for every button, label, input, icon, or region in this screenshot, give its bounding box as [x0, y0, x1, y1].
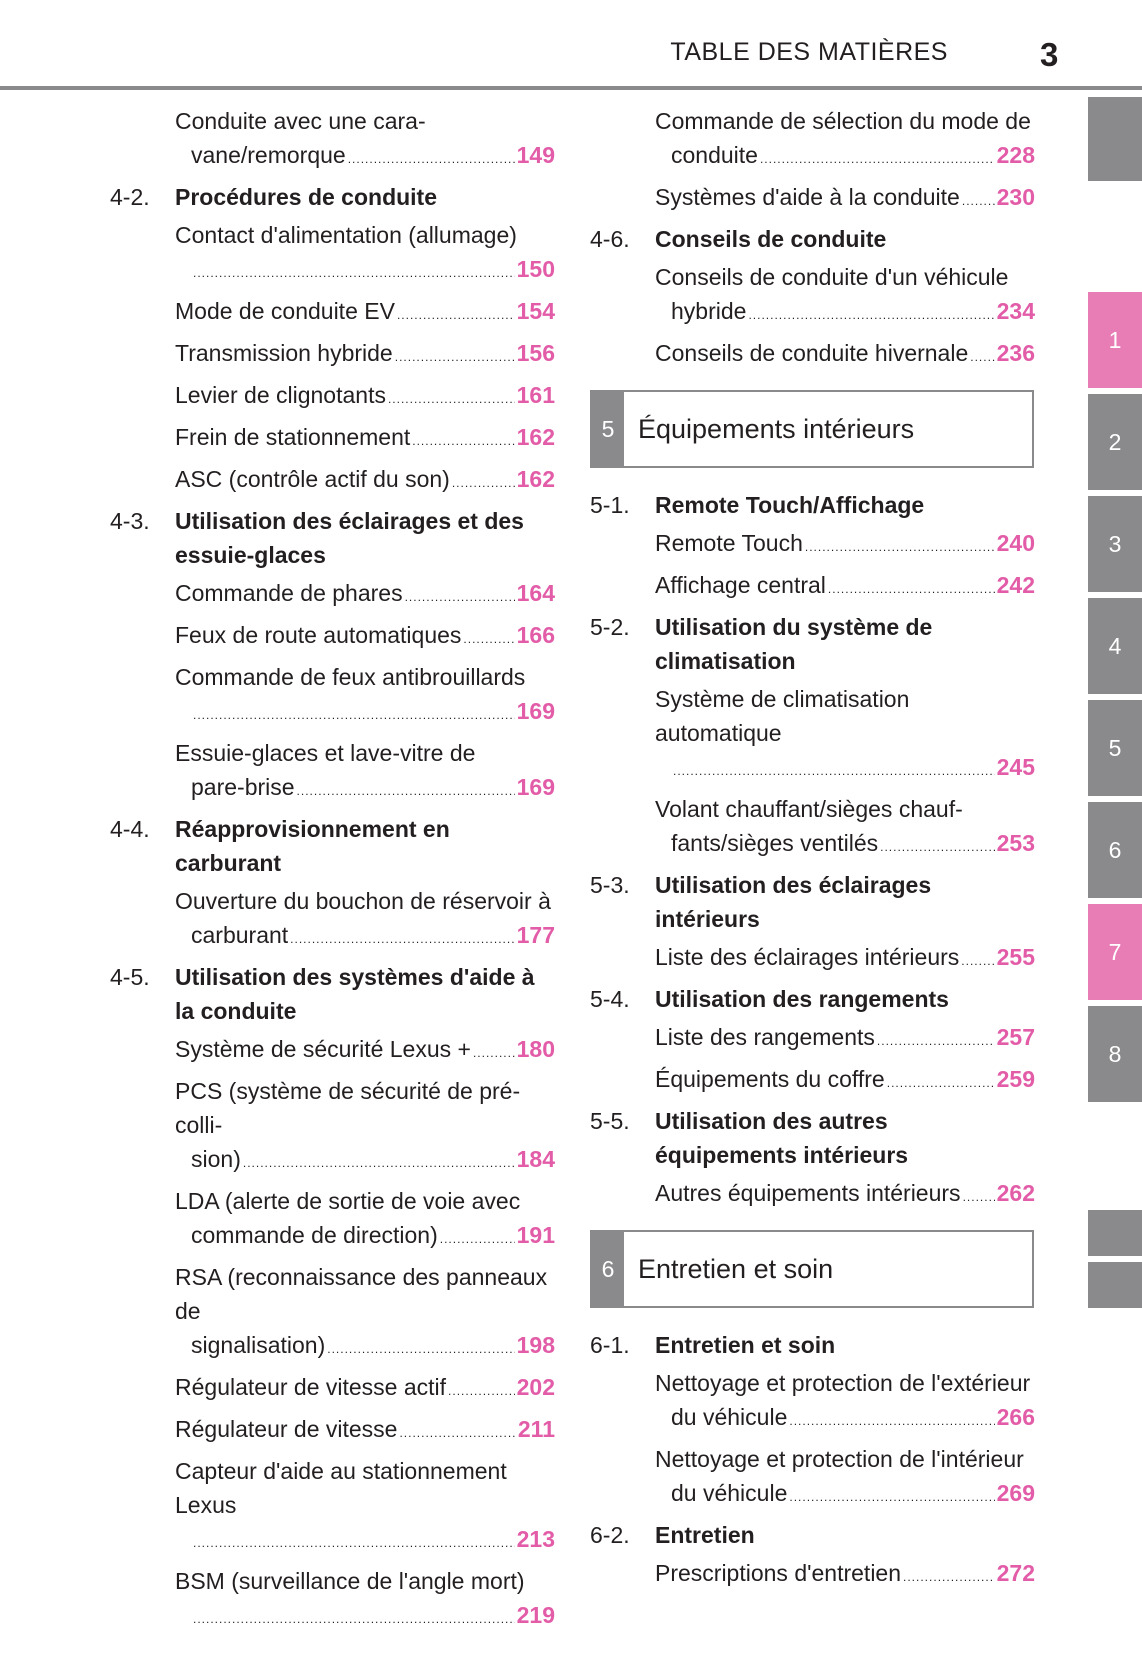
chapter-tab-5[interactable]: 5	[1088, 700, 1142, 796]
chapter-heading	[590, 390, 1034, 468]
toc-section-heading	[590, 610, 1035, 678]
entry-label-line1: Système de climatisation automatique	[655, 686, 910, 746]
entry-row	[655, 568, 1035, 606]
entry-page-number[interactable]: 184	[516, 1146, 555, 1172]
section-title: Utilisation des systèmes d'aide à la conduite	[175, 964, 535, 1024]
entry-page-number[interactable]: 259	[996, 1066, 1035, 1092]
entry-page-number[interactable]: 228	[996, 142, 1035, 168]
entry-page-number[interactable]: 236	[996, 340, 1035, 366]
entry-label: Prescriptions d'entretien	[655, 1560, 902, 1586]
entry-page-number[interactable]: 255	[996, 944, 1035, 970]
dot-leader	[962, 184, 995, 218]
entry-page-number[interactable]: 219	[516, 1602, 555, 1628]
chapter-tab-4[interactable]: 4	[1088, 598, 1142, 694]
chapter-heading	[590, 1230, 1034, 1308]
entry-page-number[interactable]: 245	[996, 754, 1035, 780]
entry-page-number[interactable]: 164	[516, 580, 555, 606]
entry-page-number[interactable]: 177	[516, 922, 555, 948]
dot-leader	[297, 774, 515, 808]
entry-page-number[interactable]: 234	[996, 298, 1035, 324]
entry-row	[175, 1598, 555, 1636]
chapter-number: 6	[592, 1232, 624, 1306]
dot-leader	[193, 1526, 515, 1560]
entry-label: Commande de phares	[175, 580, 403, 606]
dot-leader	[828, 572, 995, 606]
entry-label: pare-brise	[191, 774, 295, 800]
entry-label: fants/sièges ventilés	[671, 830, 879, 856]
toc-entry[interactable]	[655, 682, 1035, 788]
section-number: 4-3.	[110, 508, 150, 534]
toc-section-heading	[590, 222, 1035, 256]
entry-row	[655, 940, 1035, 978]
entry-label: vane/remorque	[191, 142, 346, 168]
entry-label: conduite	[671, 142, 758, 168]
section-title: Utilisation des éclairages et des essuie-glaces	[175, 508, 524, 568]
entry-page-number[interactable]: 166	[516, 622, 555, 648]
entry-row	[655, 336, 1035, 374]
section-title: Conseils de conduite	[655, 226, 887, 252]
section-number: 6-2.	[590, 1522, 630, 1548]
entry-label-line1: LDA (alerte de sortie de voie avec	[175, 1188, 521, 1214]
page-number: 3	[1040, 36, 1059, 73]
section-title: Réapprovisionnement en carburant	[175, 816, 450, 876]
entry-row	[655, 1556, 1035, 1594]
dot-leader	[760, 142, 995, 176]
dot-leader	[673, 754, 995, 788]
entry-row	[175, 576, 555, 614]
section-title: Entretien et soin	[655, 1332, 836, 1358]
dot-leader	[193, 256, 515, 290]
dot-leader	[963, 1180, 995, 1214]
entry-row	[175, 1032, 555, 1070]
entry-label-line1: Volant chauffant/sièges chauf-	[655, 796, 963, 822]
entry-label-line1: PCS (système de sécurité de pré-colli-	[175, 1078, 521, 1138]
entry-label: Conseils de conduite hivernale	[655, 340, 969, 366]
dot-leader	[397, 298, 515, 332]
entry-row	[655, 1476, 1035, 1514]
dot-leader	[412, 424, 514, 458]
section-number: 5-4.	[590, 986, 630, 1012]
entry-page-number[interactable]: 180	[516, 1036, 555, 1062]
entry-label: Affichage central	[655, 572, 826, 598]
dot-leader	[877, 1024, 995, 1058]
toc-entry[interactable]	[655, 260, 1035, 332]
chapter-tab-1[interactable]: 1	[1088, 292, 1142, 388]
entry-page-number[interactable]: 269	[996, 1480, 1035, 1506]
section-number: 6-1.	[590, 1332, 630, 1358]
section-title: Utilisation des autres équipements intérieurs	[655, 1108, 909, 1168]
entry-page-number[interactable]: 162	[516, 466, 555, 492]
entry-page-number[interactable]: 198	[516, 1332, 555, 1358]
entry-label: carburant	[191, 922, 289, 948]
entry-page-number[interactable]: 202	[516, 1374, 555, 1400]
toc-entry[interactable]	[175, 884, 555, 956]
dot-leader	[887, 1066, 995, 1100]
toc-section-heading	[590, 868, 1035, 936]
dot-leader	[348, 142, 515, 176]
toc-entry[interactable]	[655, 568, 1035, 606]
toc-right-column	[590, 100, 1035, 1598]
toc-entry[interactable]	[655, 1020, 1035, 1058]
chapter-tab-2[interactable]: 2	[1088, 394, 1142, 490]
toc-entry[interactable]	[175, 294, 555, 332]
entry-row	[175, 1328, 555, 1366]
toc-entry[interactable]	[655, 1442, 1035, 1514]
entry-page-number[interactable]: 169	[516, 698, 555, 724]
entry-label: Mode de conduite EV	[175, 298, 395, 324]
entry-row	[175, 694, 555, 732]
entry-row	[655, 180, 1035, 218]
entry-label-line1: Essuie-glaces et lave-vitre de	[175, 740, 476, 766]
dot-leader	[463, 622, 514, 656]
entry-page-number[interactable]: 253	[996, 830, 1035, 856]
entry-row	[655, 1020, 1035, 1058]
section-title: Utilisation du système de climatisation	[655, 614, 933, 674]
dot-leader	[243, 1146, 515, 1180]
section-number: 5-5.	[590, 1108, 630, 1134]
entry-label-line1: Nettoyage et protection de l'intérieur	[655, 1446, 1024, 1472]
dot-leader	[193, 1602, 515, 1636]
entry-page-number[interactable]: 213	[516, 1526, 555, 1552]
dot-leader	[473, 1036, 515, 1070]
entry-page-number[interactable]: 211	[517, 1416, 555, 1442]
entry-page-number[interactable]: 242	[996, 572, 1035, 598]
section-number: 4-2.	[110, 184, 150, 210]
entry-label: hybride	[671, 298, 747, 324]
dot-leader	[290, 922, 514, 956]
section-title: Procédures de conduite	[175, 184, 438, 210]
entry-label: Régulateur de vitesse	[175, 1416, 398, 1442]
dot-leader	[440, 1222, 515, 1256]
entry-row	[655, 138, 1035, 176]
section-number: 4-4.	[110, 816, 150, 842]
dot-leader	[961, 944, 994, 978]
dot-leader	[903, 1560, 995, 1594]
toc-entry[interactable]	[175, 1184, 555, 1256]
entry-page-number[interactable]: 240	[996, 530, 1035, 556]
toc-entry[interactable]	[175, 218, 555, 290]
toc-entry[interactable]	[175, 1564, 555, 1636]
toc-entry[interactable]	[655, 104, 1035, 176]
entry-label: Autres équipements intérieurs	[655, 1180, 961, 1206]
toc-entry[interactable]	[175, 1260, 555, 1366]
entry-label: sion)	[191, 1146, 241, 1172]
toc-entry[interactable]	[175, 618, 555, 656]
entry-label: Régulateur de vitesse actif	[175, 1374, 447, 1400]
section-title: Utilisation des rangements	[655, 986, 949, 1012]
entry-label-line1: Capteur d'aide au stationnement Lexus	[175, 1458, 507, 1518]
entry-label: Liste des éclairages intérieurs	[655, 944, 960, 970]
toc-section-heading	[590, 982, 1035, 1016]
dot-leader	[789, 1404, 994, 1438]
dot-leader	[388, 382, 515, 416]
entry-label: ASC (contrôle actif du son)	[175, 466, 450, 492]
toc-entry[interactable]	[655, 336, 1035, 374]
entry-label: Feux de route automatiques	[175, 622, 462, 648]
entry-label-line1: Contact d'alimentation (allumage)	[175, 222, 517, 248]
dot-leader	[789, 1480, 994, 1514]
section-title: Entretien	[655, 1522, 755, 1548]
entry-page-number[interactable]: 161	[516, 382, 555, 408]
entry-label-line1: Commande de sélection du mode de	[655, 108, 1031, 134]
entry-label-line1: Nettoyage et protection de l'extérieur	[655, 1370, 1031, 1396]
chapter-tab-blank[interactable]	[1088, 97, 1142, 181]
toc-entry[interactable]	[655, 1062, 1035, 1100]
dot-leader	[748, 298, 994, 332]
section-number: 5-1.	[590, 492, 630, 518]
chapter-tab-6[interactable]: 6	[1088, 802, 1142, 898]
running-header-title: TABLE DES MATIÈRES	[670, 38, 948, 66]
toc-entry[interactable]	[175, 1370, 555, 1408]
toc-entry[interactable]	[175, 1412, 555, 1450]
entry-row	[655, 1400, 1035, 1438]
entry-page-number[interactable]: 150	[516, 256, 555, 282]
entry-row	[655, 1176, 1035, 1214]
dot-leader	[880, 830, 995, 864]
entry-label-line1: Conduite avec une cara-	[175, 108, 426, 134]
toc-entry[interactable]	[655, 940, 1035, 978]
entry-row	[175, 336, 555, 374]
entry-row	[175, 918, 555, 956]
entry-label: du véhicule	[671, 1404, 788, 1430]
toc-left-column	[110, 100, 555, 1640]
entry-label-line1: BSM (surveillance de l'angle mort)	[175, 1568, 525, 1594]
entry-row	[655, 750, 1035, 788]
toc-entry[interactable]	[655, 1176, 1035, 1214]
dot-leader	[805, 530, 995, 564]
entry-label: Liste des rangements	[655, 1024, 875, 1050]
chapter-tab-8[interactable]: 8	[1088, 1006, 1142, 1102]
entry-page-number[interactable]: 149	[516, 142, 555, 168]
section-title: Utilisation des éclairages intérieurs	[655, 872, 932, 932]
dot-leader	[405, 580, 515, 614]
toc-section-heading	[110, 504, 555, 572]
dot-leader	[193, 698, 515, 732]
entry-label-line1: RSA (reconnaissance des panneaux de	[175, 1264, 548, 1324]
entry-row	[175, 1218, 555, 1256]
entry-row	[175, 294, 555, 332]
entry-row	[175, 138, 555, 176]
chapter-tab-3[interactable]: 3	[1088, 496, 1142, 592]
chapter-tab-blank[interactable]	[1088, 1210, 1142, 1256]
entry-page-number[interactable]: 191	[516, 1222, 555, 1248]
entry-label-line1: Conseils de conduite d'un véhicule	[655, 264, 1009, 290]
entry-label: Levier de clignotants	[175, 382, 386, 408]
entry-row	[175, 770, 555, 808]
entry-label: Système de sécurité Lexus +	[175, 1036, 471, 1062]
entry-label: signalisation)	[191, 1332, 326, 1358]
entry-page-number[interactable]: 162	[516, 424, 555, 450]
toc-section-heading	[590, 1104, 1035, 1172]
toc-entry[interactable]	[175, 378, 555, 416]
toc-section-heading	[590, 1328, 1035, 1362]
entry-label: du véhicule	[671, 1480, 788, 1506]
header-divider	[0, 86, 1142, 90]
entry-page-number[interactable]: 272	[996, 1560, 1035, 1586]
dot-leader	[327, 1332, 514, 1366]
entry-row	[655, 1062, 1035, 1100]
entry-row	[175, 1142, 555, 1180]
entry-page-number[interactable]: 156	[516, 340, 555, 366]
dot-leader	[970, 340, 994, 374]
chapter-tab-blank[interactable]	[1088, 1262, 1142, 1308]
entry-label: Frein de stationnement	[175, 424, 411, 450]
entry-label: Systèmes d'aide à la conduite	[655, 184, 960, 210]
dot-leader	[448, 1374, 515, 1408]
entry-page-number[interactable]: 169	[516, 774, 555, 800]
entry-row	[655, 826, 1035, 864]
section-number: 4-6.	[590, 226, 630, 252]
toc-entry[interactable]	[175, 660, 555, 732]
toc-entry[interactable]	[655, 1556, 1035, 1594]
entry-row	[175, 378, 555, 416]
entry-label: Remote Touch	[655, 530, 803, 556]
toc-entry[interactable]	[175, 336, 555, 374]
toc-section-heading	[110, 812, 555, 880]
section-title: Remote Touch/Affichage	[655, 492, 925, 518]
toc-section-heading	[590, 488, 1035, 522]
entry-page-number[interactable]: 266	[996, 1404, 1035, 1430]
entry-page-number[interactable]: 257	[996, 1024, 1035, 1050]
section-number: 5-2.	[590, 614, 630, 640]
entry-row	[175, 420, 555, 458]
entry-row	[175, 1412, 555, 1450]
entry-row	[175, 252, 555, 290]
toc-entry[interactable]	[655, 792, 1035, 864]
toc-section-heading	[110, 180, 555, 214]
chapter-number: 5	[592, 392, 624, 466]
chapter-tab-7[interactable]: 7	[1088, 904, 1142, 1000]
toc-entry[interactable]	[175, 462, 555, 500]
toc-entry[interactable]	[175, 736, 555, 808]
entry-row	[655, 526, 1035, 564]
section-number: 5-3.	[590, 872, 630, 898]
entry-label: Transmission hybride	[175, 340, 393, 366]
toc-entry[interactable]	[175, 1032, 555, 1070]
entry-row	[175, 1370, 555, 1408]
entry-row	[175, 618, 555, 656]
entry-row	[175, 1522, 555, 1560]
entry-label: Équipements du coffre	[655, 1066, 885, 1092]
entry-label: commande de direction)	[191, 1222, 438, 1248]
toc-entry[interactable]	[175, 576, 555, 614]
dot-leader	[399, 1416, 515, 1450]
toc-section-heading	[590, 1518, 1035, 1552]
chapter-title: Équipements intérieurs	[638, 413, 915, 444]
entry-label-line1: Commande de feux antibrouillards	[175, 664, 526, 690]
entry-page-number[interactable]: 230	[996, 184, 1035, 210]
entry-page-number[interactable]: 262	[996, 1180, 1035, 1206]
toc-section-heading	[110, 960, 555, 1028]
entry-row	[175, 462, 555, 500]
toc-entry[interactable]	[175, 1454, 555, 1560]
toc-entry[interactable]	[175, 104, 555, 176]
toc-entry[interactable]	[655, 526, 1035, 564]
toc-entry[interactable]	[655, 1366, 1035, 1438]
entry-page-number[interactable]: 154	[516, 298, 555, 324]
entry-row	[655, 294, 1035, 332]
section-number: 4-5.	[110, 964, 150, 990]
toc-entry[interactable]	[655, 180, 1035, 218]
dot-leader	[452, 466, 515, 500]
dot-leader	[395, 340, 515, 374]
entry-label-line1: Ouverture du bouchon de réservoir à	[175, 888, 551, 914]
toc-entry[interactable]	[175, 1074, 555, 1180]
toc-entry[interactable]	[175, 420, 555, 458]
chapter-title: Entretien et soin	[638, 1253, 834, 1284]
